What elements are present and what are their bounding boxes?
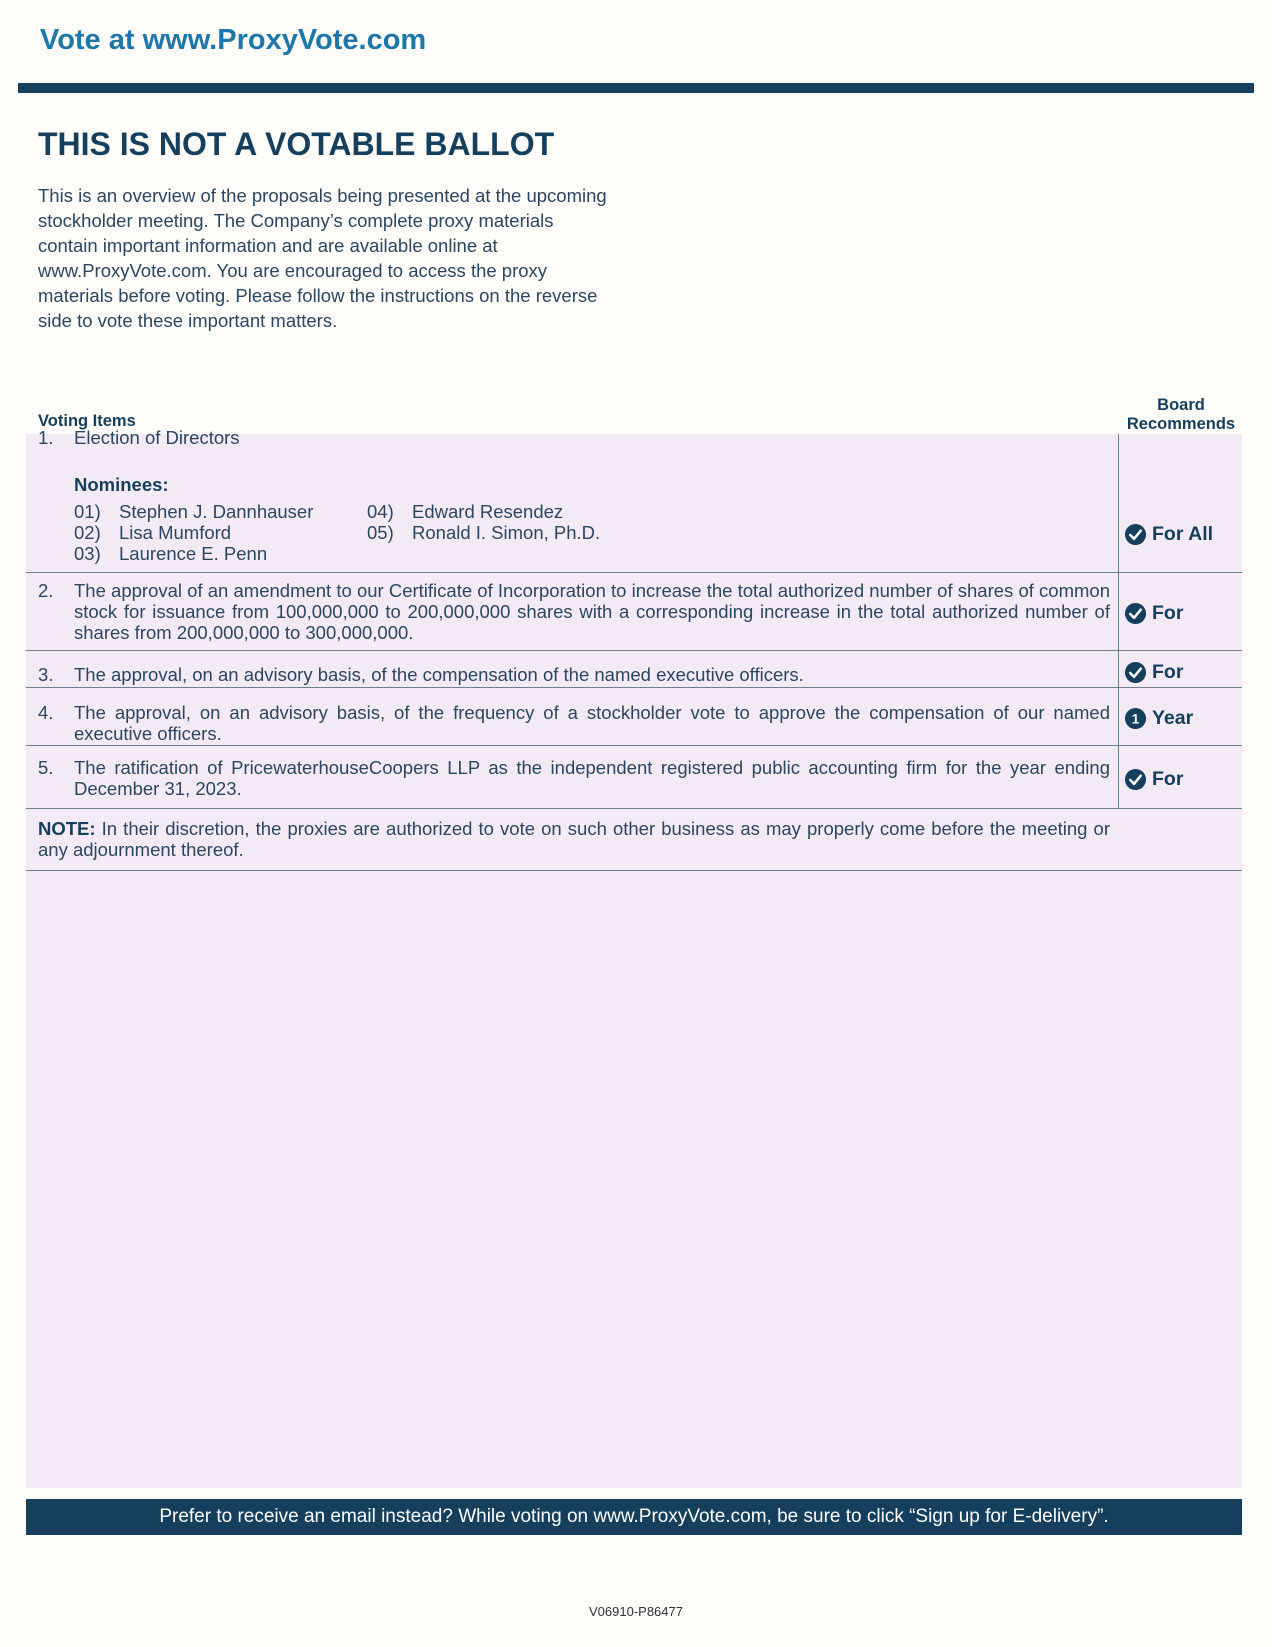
voting-items-header: Voting Items [38,412,136,430]
item-number: 5. [38,757,54,778]
check-icon [1124,602,1147,625]
check-icon [1124,523,1147,546]
nominee-item [367,522,600,543]
item-text: The approval of an amendment to our Certificate of Incorporation to increase the total authorized number of shares of common stock for issuance from 100,000,000 to 200,000,000 shares with a corresponding increase in the total authorized number of shares from 200,000,000 to 300,000,000. [74,580,1110,643]
nominee-name: Laurence E. Penn [119,543,268,564]
nominee-number: 03) [74,543,101,564]
nominee-item [74,522,231,543]
check-icon [1124,768,1147,791]
recommendation-label: For [1152,602,1184,624]
voting-item-1 [38,427,1110,448]
nominee-name: Lisa Mumford [119,522,232,543]
row-divider [26,650,1242,651]
note-paragraph [38,818,1110,860]
row-divider [26,808,1242,809]
nominee-item [74,543,267,564]
nominee-item [74,501,313,522]
item-text: The ratification of PricewaterhouseCoopers LLP as the independent registered public accounting firm for the year ending December 31, 2023. [74,757,1110,799]
nominee-name: Edward Resendez [412,501,564,522]
edelivery-text: Prefer to receive an email instead? While voting on www.ProxyVote.com, be sure to click “Sign up for E-delivery”. [159,1506,1109,1527]
check-icon [1124,661,1147,684]
recommendation-label: For [1152,768,1184,790]
row-divider [26,687,1242,688]
voting-item-4 [38,702,1110,744]
item-text: Election of Directors [74,427,240,448]
item-text: The approval, on an advisory basis, of the frequency of a stockholder vote to approve the compensation of our named executive officers. [74,702,1110,744]
number-one-icon [1124,707,1147,730]
voting-item-5 [38,757,1110,799]
edelivery-banner [26,1499,1242,1535]
recommendation-3 [1124,661,1183,684]
header-divider-bar [18,83,1254,93]
board-recommends-header: Board Recommends [1126,396,1236,433]
row-divider [26,870,1242,871]
recommendation-5 [1124,768,1183,791]
row-divider [26,572,1242,573]
recommendation-1 [1124,523,1213,546]
intro-paragraph: This is an overview of the proposals being presented at the upcoming stockholder meeting. The Company’s complete proxy materials contain important information and are available online at www.ProxyVote.com. You are encouraged to access the proxy materials before voting. Please follow the instructions on the reverse side to vote these important matters. [38,185,607,331]
svg-text:1: 1 [1131,711,1140,727]
item-number: 4. [38,702,54,723]
nominee-number: 02) [74,522,101,543]
nominees-label: Nominees: [74,474,169,495]
note-label: NOTE: [38,818,96,839]
item-number: 3. [38,664,54,685]
nominee-name: Ronald I. Simon, Ph.D. [412,522,601,543]
row-divider [26,745,1242,746]
item-number: 1. [38,427,54,448]
nominee-item [367,501,563,522]
nominee-number: 05) [367,522,394,543]
recommendation-label: For [1152,661,1184,683]
page-title: THIS IS NOT A VOTABLE BALLOT [38,126,555,162]
column-divider [1118,434,1119,808]
nominee-number: 04) [367,501,394,522]
item-text: The approval, on an advisory basis, of the compensation of the named executive officers. [74,664,804,685]
vote-url-header: Vote at www.ProxyVote.com [40,24,427,56]
recommendation-label: For All [1152,523,1214,545]
document-code: V06910-P86477 [589,1604,683,1619]
note-text: In their discretion, the proxies are authorized to vote on such other business as may properly come before the meeting or any adjournment thereof. [38,818,1110,860]
voting-item-2 [38,580,1110,643]
nominee-name: Stephen J. Dannhauser [119,501,314,522]
recommendation-label: Year [1152,707,1194,729]
recommendation-4 [1124,707,1193,730]
nominee-number: 01) [74,501,101,522]
recommendation-2 [1124,602,1183,625]
item-number: 2. [38,580,54,601]
voting-item-3 [38,664,1110,685]
